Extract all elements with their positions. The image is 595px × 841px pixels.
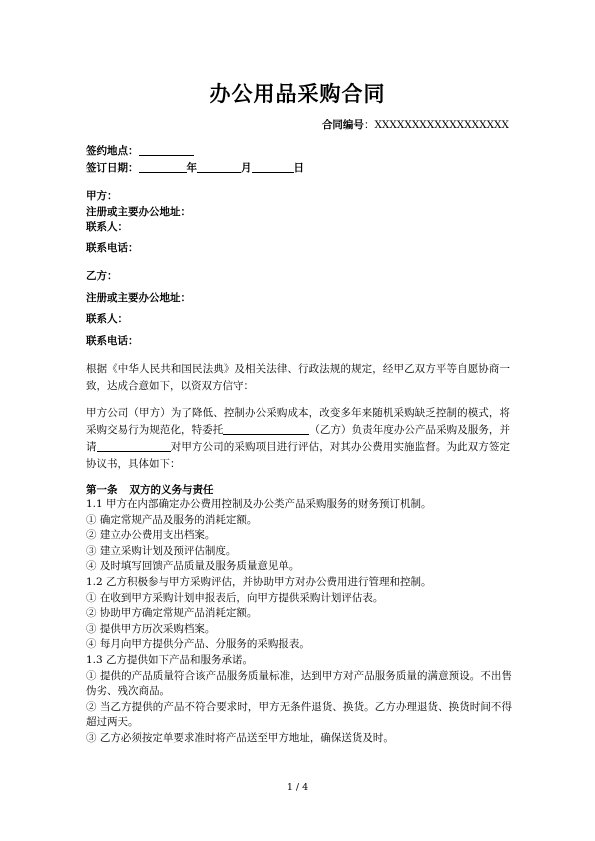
sign-date	[86, 160, 304, 175]
day-blank	[252, 161, 294, 173]
party-b-phone-label: 联系电话：	[86, 335, 139, 347]
sign-place-blank	[139, 144, 194, 156]
section-1-number: 第一条	[86, 484, 118, 496]
month-blank	[197, 161, 241, 173]
clause-item: ② 协助甲方确定常规产品消耗定额。	[86, 607, 258, 620]
party-a-phone-label: 联系电话：	[86, 242, 139, 254]
page-number: 1 / 4	[286, 782, 309, 793]
purpose-part-1: 甲方公司（甲方）为了降低、控制办公采购成本，改变多年来随机采购缺乏控制的模式，将采购交易行为规范化，特委托	[86, 407, 510, 436]
sign-date-label: 签订日期：	[86, 162, 139, 174]
clause-item: ② 建立办公费用支出档案。	[86, 529, 216, 542]
clause-item: ① 提供的产品质量符合该产品服务质量标准，达到甲方对产品服务质量的满意预设。不出售伪劣、残次商品。	[86, 669, 512, 698]
contract-number-label: 合同编号	[321, 119, 364, 131]
clause-item: ① 确定常规产品及服务的消耗定额。	[86, 513, 258, 526]
clause-item: ③ 提供甲方历次采购档案。	[86, 622, 216, 635]
clause-item: ① 在收到甲方采购计划申报表后，向甲方提供采购计划评估表。	[86, 591, 384, 604]
clause-list	[86, 497, 512, 747]
party-b-blank	[223, 423, 309, 435]
purpose-part-3: 对甲方公司的采购项目进行评估，对其办公费用实施监督。为此双方签定协议书，具体如下：	[86, 441, 511, 470]
party-a-address-label: 注册或主要办公地址：	[86, 206, 191, 218]
intro-paragraph: 根据《中华人民共和国民法典》及相关法律、行政法规的规定，经甲乙双方平等自愿协商一致，达成合意如下，以资双方信守：	[86, 363, 510, 392]
clause-item: ③ 乙方必须按定单要求准时将产品送至甲方地址，确保送货及时。	[86, 731, 394, 744]
party-b-contact-label: 联系人：	[86, 313, 128, 325]
clause-item: ④ 每月向甲方提供分产品、分服务的采购报表。	[86, 638, 310, 651]
evaluator-blank	[97, 440, 171, 452]
party-a-contact-label: 联系人：	[86, 221, 128, 233]
day-label: 日	[293, 162, 304, 174]
contract-number-value: XXXXXXXXXXXXXXXXXX	[374, 119, 509, 131]
year-label: 年	[186, 162, 197, 174]
party-a-label: 甲方：	[86, 190, 118, 202]
sign-place-label: 签约地点：	[86, 145, 139, 157]
month-label: 月	[241, 162, 252, 174]
sign-place	[86, 143, 194, 158]
section-1-title: 双方的义务与责任	[129, 484, 214, 496]
party-b-address-label: 注册或主要办公地址：	[86, 292, 191, 304]
contract-number	[322, 117, 509, 132]
document-title: 办公用品采购合同	[209, 82, 386, 106]
clause-item: 1.1 甲方在内部确定办公费用控制及办公类产品采购服务的财务预订机制。	[86, 498, 432, 510]
clause-item: 1.3 乙方提供如下产品和服务承诺。	[86, 653, 254, 666]
clause-item: 1.2 乙方积极参与甲方采购评估，并协助甲方对办公费用进行管理和控制。	[86, 575, 432, 588]
section-1-heading	[86, 482, 214, 497]
clause-item: ③ 建立采购计划及预评估制度。	[86, 544, 237, 557]
clause-item: ② 当乙方提供的产品不符合要求时，甲方无条件退货、换货。乙方办理退货、换货时间不得超过两天。	[86, 700, 512, 729]
clause-item: ④ 及时填写回馈产品质量及服务质量意见单。	[86, 560, 300, 573]
contract-number-sep: ：	[363, 119, 375, 131]
year-blank	[139, 161, 187, 173]
purpose-paragraph	[86, 405, 510, 473]
purpose-part-2: （乙方）负责年度办公产品采购及服务，并请	[86, 424, 510, 453]
party-b-label: 乙方：	[86, 270, 118, 282]
